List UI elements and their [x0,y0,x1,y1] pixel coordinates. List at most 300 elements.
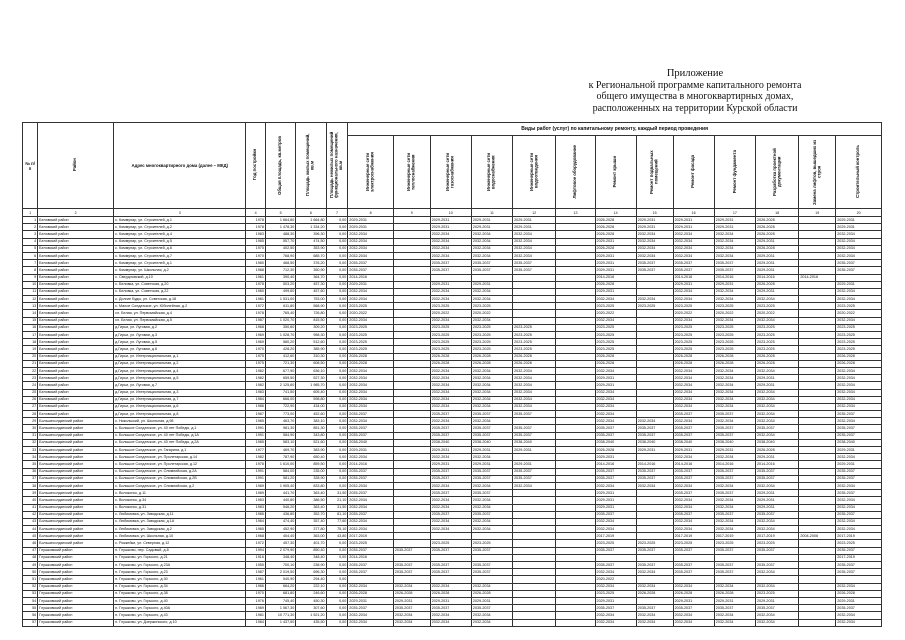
table-cell: 2032-2034 [755,612,798,619]
table-cell: 2017-2019 [595,533,636,540]
table-cell: 2035-2037 [714,605,755,612]
table-cell: 2029-2031 [636,224,673,231]
table-cell: 2035-2037 [471,490,512,497]
table-cell [799,310,836,317]
table-cell [393,533,430,540]
table-cell: 15 [23,317,38,324]
table-cell: 2029-2031 [755,382,798,389]
table-cell: 1916 [246,554,266,561]
table-cell: 2035-2037 [755,605,798,612]
table-cell: 2032-2034 [595,411,636,418]
table-cell: 2029-2031 [755,597,798,604]
table-cell: 2032-2034 [836,367,882,374]
table-cell: 2014-2016 [636,461,673,468]
table-cell [799,267,836,274]
table-cell: 1984 [246,396,266,403]
table-cell: д.Гирьи, ул. Луговая, д.6 [114,346,246,353]
table-row [23,490,882,497]
table-cell: 42 [23,511,38,518]
table-cell: с. Волоконск, д.31 [114,504,246,511]
table-cell [799,245,836,252]
table-cell: с. Коммунар, ул. Строителей, д.6 [114,245,246,252]
table-cell: 2032-2034 [595,482,636,489]
table-cell: д.Гирьи, ул. Луговая, д.3 [114,332,246,339]
table-cell: 0,00 [326,224,348,231]
table-cell: 2032-2034 [513,252,556,259]
table-cell [799,382,836,389]
column-number-cell: 6 [296,209,326,217]
table-cell: 2035-2037 [636,425,673,432]
table-cell: 2032-2034 [836,518,882,525]
table-cell: 2023-2025 [430,339,471,346]
table-cell: 2029-2031 [595,382,636,389]
table-cell: 2032-2034 [836,403,882,410]
table-cell: 2032-2034 [595,403,636,410]
table-cell: 2032-2034 [755,619,798,626]
table-cell: 2032-2034 [471,497,512,504]
table-cell: 343,80 [296,432,326,439]
table-cell: д.Гирьи, ул. Интернациональная, д.1 [114,353,246,360]
table-cell: 2020-2022 [595,310,636,317]
table-cell: 2032-2034 [513,382,556,389]
table-cell: Глушковский район [38,619,114,626]
table-cell: 2035-2037 [673,267,714,274]
table-cell [799,468,836,475]
table-cell: 0,00 [326,310,348,317]
table-cell: 2035-2037 [673,475,714,482]
table-cell [393,245,430,252]
table-cell: 2035-2037 [673,490,714,497]
table-cell [393,310,430,317]
table-cell: 2032-2034 [348,526,394,533]
table-cell [513,605,556,612]
table-cell: 0,00 [326,461,348,468]
table-cell: 768,90 [265,252,295,259]
table-cell [556,526,595,533]
table-cell: 0,00 [326,274,348,281]
table-row [23,317,882,324]
table-cell: 2029-2031 [471,281,512,288]
table-cell: Глушковский район [38,590,114,597]
table-cell: Беловский район [38,317,114,324]
table-cell: 2032-2034 [836,454,882,461]
table-cell: 2032-2034 [673,382,714,389]
table-cell: 1 521,20 [296,612,326,619]
table-cell [636,353,673,360]
table-cell [799,562,836,569]
table-cell: 2029-2031 [348,597,394,604]
table-cell: 2026-2028 [714,353,755,360]
table-body [23,209,882,627]
table-cell: 2026-2028 [755,224,798,231]
table-cell: 2032-2034 [430,526,471,533]
table-cell: 2032-2034 [393,612,430,619]
table-cell [755,576,798,583]
table-cell: 401,70 [296,540,326,547]
table-cell: 1982 [246,382,266,389]
table-cell: 457,30 [265,540,295,547]
table-cell: д.Гирьи, ул. Луговая, д.2 [114,324,246,331]
table-cell [799,526,836,533]
table-cell: 52 [23,583,38,590]
table-cell: 468,50 [265,260,295,267]
table-cell: 2035-2037 [348,475,394,482]
table-cell: п. Глушково, ул. Дзержинского, д.10 [114,619,246,626]
table-cell: 1 664,80 [296,217,326,224]
table-cell: 2032-2034 [673,619,714,626]
table-cell: Беловский район [38,353,114,360]
table-cell: 2032-2034 [348,396,394,403]
column-number-cell: 12 [513,209,556,217]
table-cell: д.Гирьи, ул. Интернациональная, д.8 [114,411,246,418]
table-cell: 2032-2034 [471,526,512,533]
table-cell: 2035-2037 [513,260,556,267]
table-cell [799,224,836,231]
table-cell: 440,80 [265,497,295,504]
table-cell [799,252,836,259]
table-cell: 43,80 [326,533,348,540]
table-cell: 2029-2031 [471,224,512,231]
table-cell: Большесолдатский район [38,432,114,439]
table-cell [799,353,836,360]
table-cell: 2035-2037 [636,267,673,274]
table-cell: 364,70 [296,274,326,281]
table-row [23,245,882,252]
table-cell: 2035-2037 [348,490,394,497]
table-cell: 2023-2025 [755,339,798,346]
table-cell: 2029-2031 [471,461,512,468]
table-cell: 2014-2016 [755,274,798,281]
table-cell: п. Глушково, пер. Садовый, д.8 [114,547,246,554]
table-cell: 0,00 [326,296,348,303]
table-row [23,375,882,382]
table-cell: Беловский район [38,252,114,259]
table-cell: 499,60 [265,288,295,295]
table-cell [636,324,673,331]
table-cell: 0,00 [326,324,348,331]
table-cell [393,353,430,360]
table-cell: 2035-2037 [714,511,755,518]
table-cell: 773,00 [265,411,295,418]
table-cell: 2032-2034 [471,288,512,295]
table-cell: 546,20 [265,504,295,511]
table-cell [556,482,595,489]
table-cell [799,612,836,619]
table-cell: 1984 [246,518,266,525]
table-cell: 1975 [246,353,266,360]
table-cell: 357,40 [296,518,326,525]
header-cell: Площадь жилых помещений, кв.м [296,123,326,209]
table-cell: 2014-2016 [755,461,798,468]
table-cell [513,540,556,547]
table-cell [636,454,673,461]
table-cell: 2032-2034 [673,583,714,590]
column-number-cell: 19 [799,209,836,217]
table-cell [513,310,556,317]
table-cell: 2035-2037 [393,562,430,569]
table-cell: 2032-2034 [755,482,798,489]
table-cell [393,540,430,547]
table-cell: 2014-2016 [348,461,394,468]
table-cell: 40 [23,497,38,504]
table-cell: 48 [23,554,38,561]
table-cell: 2029-2031 [714,597,755,604]
table-cell: 521,60 [296,439,326,446]
table-cell: 2032-2034 [636,231,673,238]
table-cell: 434,00 [296,403,326,410]
table-cell: 2032-2034 [393,619,430,626]
table-cell: 2023-2025 [836,540,882,547]
table-cell: 2035-2037 [673,569,714,576]
table-cell [636,526,673,533]
table-cell: Беловский район [38,296,114,303]
table-cell [556,511,595,518]
table-cell: 26 [23,396,38,403]
table-cell [799,439,836,446]
table-cell [393,281,430,288]
table-cell: 2026-2028 [595,231,636,238]
table-cell [513,547,556,554]
table-cell: 2023-2025 [430,346,471,353]
table-cell: 2032-2034 [513,245,556,252]
table-cell: 850,40 [296,547,326,554]
table-cell [799,281,836,288]
table-row [23,382,882,389]
table-cell: 13 [23,303,38,310]
table-cell [513,281,556,288]
table-cell [636,403,673,410]
table-cell: 0,00 [326,267,348,274]
table-row [23,554,882,561]
table-cell: 0,00 [326,339,348,346]
table-cell: 363,40 [296,490,326,497]
table-cell: 2032-2034 [348,367,394,374]
table-row [23,576,882,583]
table-cell: 2035-2037 [348,432,394,439]
table-cell: 39 [23,490,38,497]
table-cell: 2032-2034 [673,375,714,382]
table-cell: 2032-2034 [513,367,556,374]
table-cell [513,418,556,425]
table-cell: 11 [23,288,38,295]
table-cell: 1 531,00 [265,296,295,303]
table-cell [556,619,595,626]
table-cell: 2032-2034 [714,612,755,619]
table-cell: 469,70 [265,447,295,454]
header-cell: Лифтовое оборудование [556,136,595,209]
table-cell: 32 [23,439,38,446]
table-cell [513,583,556,590]
table-cell [393,303,430,310]
table-cell: 10 [23,281,38,288]
table-cell [430,554,471,561]
table-cell: 36 [23,468,38,475]
table-cell [799,339,836,346]
table-cell: 2032-2034 [714,526,755,533]
table-cell: 2032-2034 [595,619,636,626]
table-cell: п. Глушково, ул. Горького, д.34 [114,583,246,590]
table-cell: 2026-2028 [348,353,394,360]
table-cell [556,418,595,425]
table-cell: 2029-2031 [348,224,394,231]
table-cell [636,504,673,511]
table-cell: 2038-2040 [430,439,471,446]
table-cell: Беловский район [38,367,114,374]
table-row [23,439,882,446]
table-cell: 1975 [246,360,266,367]
table-cell: Глушковский район [38,576,114,583]
table-cell: 2032-2034 [471,238,512,245]
table-cell: 2032-2034 [513,389,556,396]
table-cell [799,324,836,331]
table-cell: 2026-2028 [595,447,636,454]
table-cell: 54 [23,597,38,604]
table-cell: 1985 [246,418,266,425]
table-cell: 958,30 [296,332,326,339]
table-cell: п. Глушково, ул. Горького, д.30 [114,576,246,583]
table-cell: 2032-2034 [836,619,882,626]
table-cell: 2014-2016 [714,461,755,468]
table-cell: 2029-2031 [673,224,714,231]
table-cell: 2023-2025 [595,346,636,353]
table-cell: 2032-2034 [714,504,755,511]
table-cell: 2035-2037 [393,547,430,554]
table-cell: 2035-2037 [595,562,636,569]
table-cell: 2035-2037 [714,260,755,267]
table-cell: 2023-2025 [836,303,882,310]
table-cell: 2014-2016 [348,274,394,281]
table-cell: Беловский район [38,382,114,389]
header-cell: Ремонт фасада [673,136,714,209]
table-cell [393,504,430,511]
table-cell: Большесолдатский район [38,490,114,497]
table-cell: с. Коммунар, ул. Строителей, д.5 [114,238,246,245]
table-cell: 1 905,40 [265,482,295,489]
table-cell: 0,00 [326,231,348,238]
table-cell: 0,00 [326,389,348,396]
table-cell: Большесолдатский район [38,533,114,540]
table-cell: 2035-2037 [595,547,636,554]
table-cell: Большесолдатский район [38,475,114,482]
table-cell: 2038-2040 [471,439,512,446]
table-cell: 2026-2028 [636,590,673,597]
table-cell: 2026-2028 [836,360,882,367]
table-cell: 2032-2034 [714,317,755,324]
table-cell: 75,10 [326,526,348,533]
table-cell: Большесолдатский район [38,425,114,432]
table-cell: 1981 [246,296,266,303]
table-cell: 29 [23,418,38,425]
table-row [23,339,882,346]
table-cell: 1982 [246,375,266,382]
table-cell: 2032-2034 [836,504,882,511]
table-cell: 2032-2034 [636,245,673,252]
table-cell: 436,80 [265,511,295,518]
table-cell: 2035-2037 [714,475,755,482]
table-cell: 2032-2034 [673,418,714,425]
table-cell: 605,40 [296,389,326,396]
table-cell: 2032-2034 [595,526,636,533]
table-cell: 2035-2037 [430,562,471,569]
table-cell: 1983 [246,231,266,238]
table-cell: с. Большое Солдатское, ул. 40 лет Победы, д.2А [114,439,246,446]
table-cell: 2032-2034 [430,288,471,295]
table-cell: 2023-2025 [471,346,512,353]
table-cell: 31,50 [326,504,348,511]
table-cell: с. Коммунар, ул. Строителей, д.7 [114,252,246,259]
table-cell: Большесолдатский район [38,526,114,533]
table-cell: 2032-2034 [755,432,798,439]
table-cell: 2032-2034 [636,252,673,259]
table-cell: 2032-2034 [348,518,394,525]
table-cell: 2032-2034 [714,389,755,396]
table-cell: 2023-2025 [513,339,556,346]
table-cell: 0,00 [326,468,348,475]
table-cell: 2029-2031 [673,217,714,224]
table-cell: 1968 [246,324,266,331]
table-cell: 1984 [246,619,266,626]
table-cell [556,590,595,597]
table-cell: 2032-2034 [471,418,512,425]
table-cell: 2 019,50 [265,569,295,576]
table-cell: 2035-2037 [714,425,755,432]
table-cell: 2032-2034 [471,396,512,403]
table-cell: 2035-2037 [636,562,673,569]
table-cell: с. Волоконск, д.34 [114,497,246,504]
table-row [23,274,882,281]
table-cell [556,612,595,619]
table-cell [556,324,595,331]
table-cell: 2029-2031 [471,447,512,454]
table-cell: Беловский район [38,238,114,245]
column-number-cell: 16 [673,209,714,217]
table-cell: 2032-2034 [755,317,798,324]
table-cell [636,497,673,504]
table-cell: 2023-2025 [595,303,636,310]
table-cell: 0,00 [326,425,348,432]
table-cell: 55 [23,605,38,612]
table-cell [595,554,636,561]
table-cell: с. Большое Солдатское, ул. Пролетарская, д.12 [114,461,246,468]
table-cell: 2032-2034 [636,296,673,303]
table-cell: с. Любимовка, ул. Заводская, д.1А [114,518,246,525]
table-cell: 584,90 [265,432,295,439]
table-cell: 2029-2031 [755,375,798,382]
table-cell [393,346,430,353]
table-cell [513,569,556,576]
table-cell: 1986 [246,403,266,410]
table-cell: 441,70 [265,490,295,497]
table-cell: 452,90 [265,526,295,533]
table-cell: 2023-2025 [471,303,512,310]
table-cell [556,504,595,511]
table-cell: 2029-2031 [636,447,673,454]
table-cell: Беловский район [38,274,114,281]
table-cell: 2029-2031 [348,447,394,454]
table-cell: 2035-2037 [836,411,882,418]
table-cell: 2032-2034 [513,482,556,489]
table-cell [393,396,430,403]
table-cell: 2032-2034 [755,569,798,576]
table-cell [556,411,595,418]
table-cell: 2032-2034 [430,403,471,410]
table-cell [393,490,430,497]
table-cell: 2035-2037 [471,511,512,518]
table-cell [556,296,595,303]
table-cell: 0,00 [326,382,348,389]
table-cell: 2032-2034 [348,288,394,295]
table-cell [673,576,714,583]
